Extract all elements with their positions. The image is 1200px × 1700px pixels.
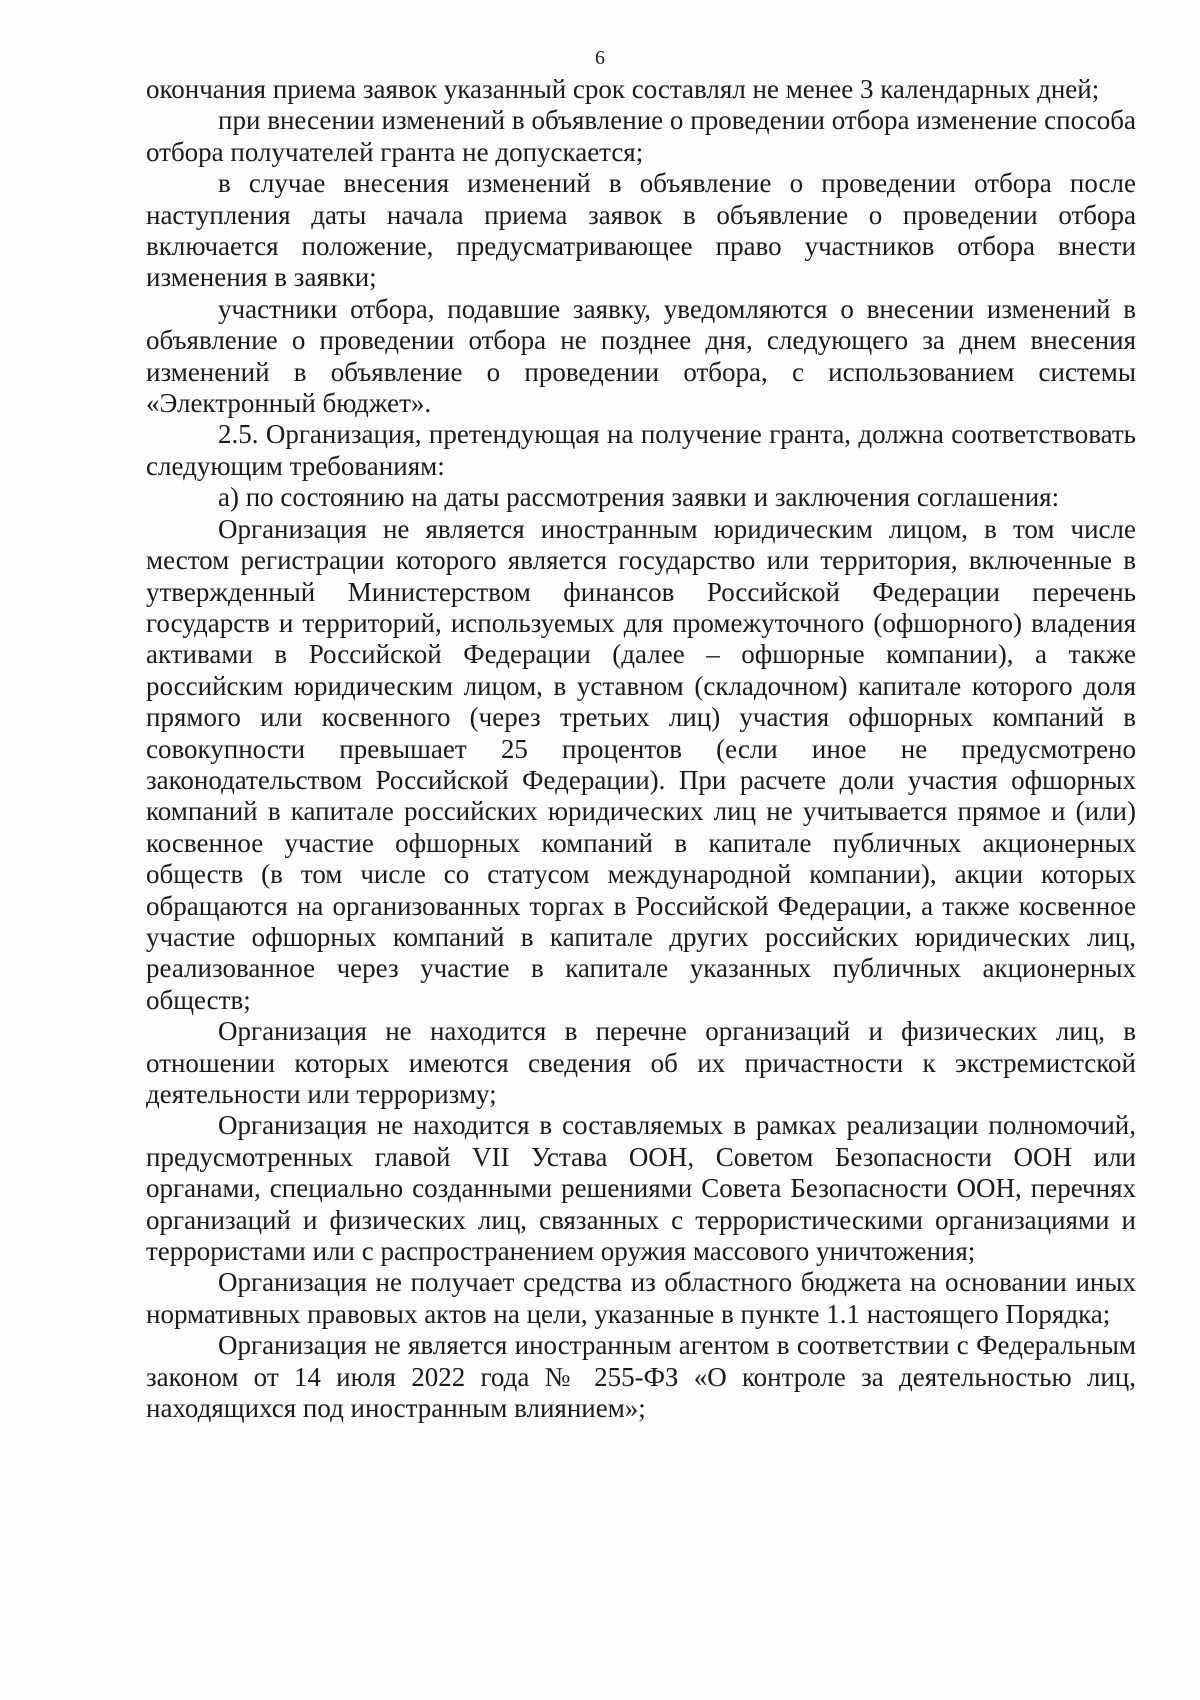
page-number: 6	[595, 47, 605, 69]
paragraph-un-list: Организация не находится в составляемых в рамках реализации полномочий, предусмотренных главой VII Устава ООН, Советом Безопасности ООН или органами, специально созданными решениями Совета Безопасности ООН, перечнях организаций и физических лиц, связанных с террористическими организациями и террористами или с распространением оружия массового уничтожения;	[146, 1110, 1136, 1267]
paragraph-offshore-requirement: Организация не является иностранным юридическим лицом, в том числе местом регистрации которого является государство или территория, включенные в утвержденный Министерством финансов Российской Федерации перечень государств и территорий, используемых для промежуточного (офшорного) владения активами в Российской Федерации (далее – офшорные компании), а также российским юридическим лицом, в уставном (складочном) капитале которого доля прямого или косвенного (через третьих лиц) участия офшорных компаний в совокупности превышает 25 процентов (если иное не предусмотрено законодательством Российской Федерации). При расчете доли участия офшорных компаний в капитале российских юридических лиц не учитывается прямое и (или) косвенное участие офшорных компаний в капитале публичных акционерных обществ (в том числе со статусом международной компании), акции которых обращаются на организованных торгах в Российской Федерации, а также косвенное участие офшорных компаний в капитале других российских юридических лиц, реализованное через участие в капитале указанных публичных акционерных обществ;	[146, 513, 1136, 1015]
paragraph-no-method-change: при внесении изменений в объявление о проведении отбора изменение способа отбора получателей гранта не допускается;	[146, 105, 1136, 167]
paragraph-regional-budget: Организация не получает средства из областного бюджета на основании иных нормативных правовых актов на цели, указанные в пункте 1.1 настоящего Порядка;	[146, 1267, 1136, 1329]
paragraph-item-a: а) по состоянию на даты рассмотрения заявки и заключения соглашения:	[218, 482, 1060, 513]
document-body	[146, 74, 1136, 1424]
paragraph-continuation: окончания приема заявок указанный срок составлял не менее 3 календарных дней;	[146, 74, 1100, 104]
paragraph-foreign-agent: Организация не является иностранным агентом в соответствии с Федеральным законом от 14 июля 2022 года № 255-ФЗ «О контроле за деятельностью лиц, находящихся под иностранным влиянием»;	[146, 1330, 1136, 1424]
paragraph-section-2-5: 2.5. Организация, претендующая на получение гранта, должна соответствовать следующим требованиям:	[146, 419, 1136, 481]
paragraph-participant-notice: участники отбора, подавшие заявку, уведомляются о внесении изменений в объявление о проведении отбора не позднее дня, следующего за днем внесения изменений в объявление о проведении отбора, с использованием системы «Электронный бюджет».	[146, 293, 1136, 419]
paragraph-extremism-list: Организация не находится в перечне организаций и физических лиц, в отношении которых имеются сведения об их причастности к экстремистской деятельности или терроризму;	[146, 1016, 1136, 1109]
paragraph-amendment-provision: в случае внесения изменений в объявление о проведении отбора после наступления даты начала приема заявок в объявление о проведении отбора включается положение, предусматривающее право участников отбора внести изменения в заявки;	[146, 168, 1136, 293]
